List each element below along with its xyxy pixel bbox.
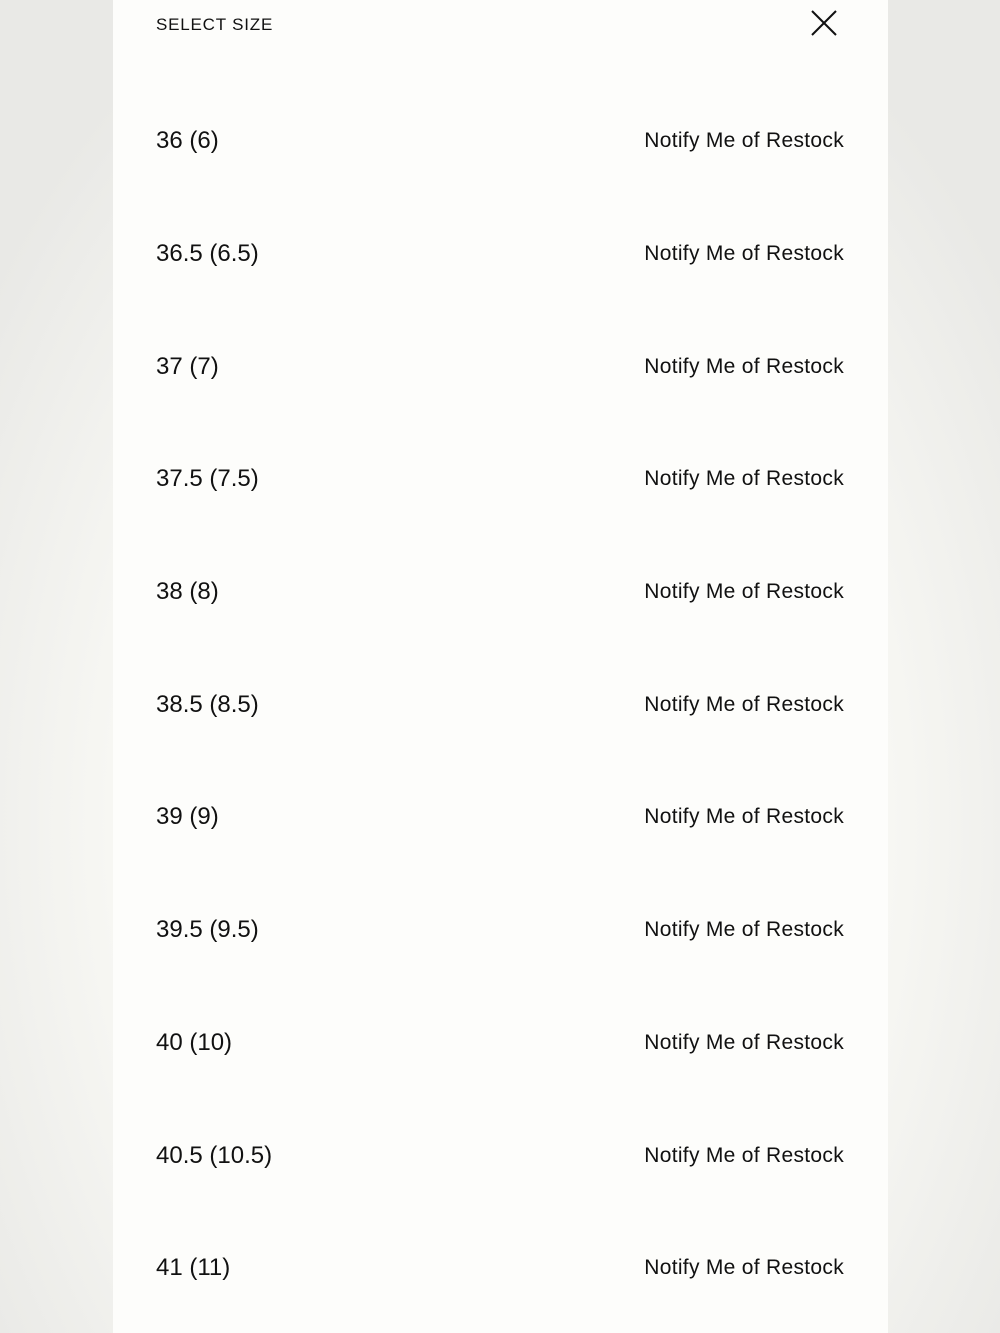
notify-restock-link[interactable]: Notify Me of Restock	[644, 354, 844, 378]
notify-restock-link[interactable]: Notify Me of Restock	[644, 805, 844, 829]
size-label: 37 (7)	[156, 352, 219, 380]
notify-restock-link[interactable]: Notify Me of Restock	[644, 467, 844, 491]
size-option[interactable]	[113, 423, 888, 536]
notify-restock-link[interactable]: Notify Me of Restock	[644, 242, 844, 266]
notify-restock-link[interactable]: Notify Me of Restock	[644, 918, 844, 942]
size-label: 41 (11)	[156, 1254, 231, 1282]
size-option[interactable]	[113, 310, 888, 423]
size-label: 40.5 (10.5)	[156, 1141, 273, 1169]
size-option[interactable]	[113, 536, 888, 649]
size-option[interactable]	[113, 1099, 888, 1212]
size-label: 38 (8)	[156, 578, 219, 606]
size-label: 37.5 (7.5)	[156, 465, 259, 493]
notify-restock-link[interactable]: Notify Me of Restock	[644, 1143, 844, 1167]
sheet-title: SELECT SIZE	[156, 15, 274, 34]
size-option[interactable]	[113, 1212, 888, 1325]
size-option[interactable]	[113, 761, 888, 874]
close-icon	[807, 6, 841, 40]
size-label: 39 (9)	[156, 803, 219, 831]
size-list	[113, 85, 888, 1325]
size-label: 38.5 (8.5)	[156, 690, 259, 718]
notify-restock-link[interactable]: Notify Me of Restock	[644, 692, 844, 716]
close-button[interactable]	[807, 6, 841, 40]
size-option[interactable]	[113, 198, 888, 311]
size-option[interactable]	[113, 874, 888, 987]
notify-restock-link[interactable]: Notify Me of Restock	[644, 580, 844, 604]
size-option[interactable]	[113, 987, 888, 1100]
notify-restock-link[interactable]: Notify Me of Restock	[644, 1030, 844, 1054]
size-label: 36 (6)	[156, 127, 219, 155]
size-label: 39.5 (9.5)	[156, 916, 259, 944]
size-label: 40 (10)	[156, 1028, 233, 1056]
size-option[interactable]	[113, 85, 888, 198]
sheet-header	[113, 0, 888, 60]
notify-restock-link[interactable]: Notify Me of Restock	[644, 129, 844, 153]
size-selector-sheet	[113, 0, 888, 1333]
notify-restock-link[interactable]: Notify Me of Restock	[644, 1256, 844, 1280]
size-option[interactable]	[113, 648, 888, 761]
size-label: 36.5 (6.5)	[156, 240, 259, 268]
